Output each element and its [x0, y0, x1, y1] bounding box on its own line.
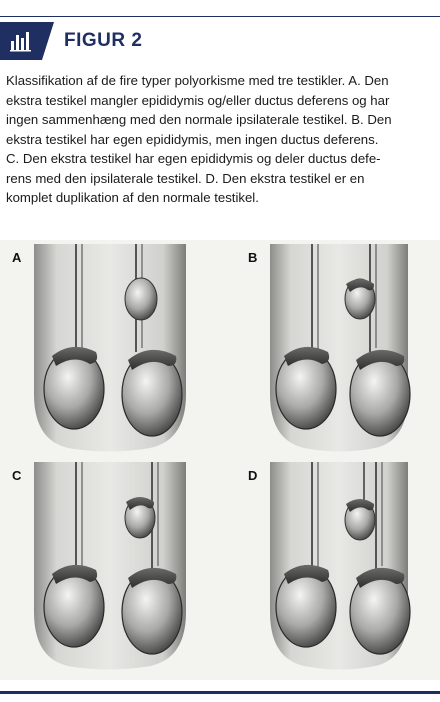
caption-line: rens med den ipsilaterale testikel. D. Den ekstra testikel er en [6, 170, 365, 186]
illustration-panels [0, 240, 440, 680]
panel-label: A [12, 250, 22, 265]
caption-line: komplet duplikation af den normale testikel. [6, 190, 259, 205]
caption-line: ingen sammenhæng med den normale ipsilaterale testikel. B. Den [6, 112, 392, 127]
polyorchidism-illustration-b [240, 244, 436, 462]
bar-chart-icon [9, 29, 33, 53]
panel-label: B [248, 250, 258, 265]
panel-label: D [248, 468, 258, 483]
polyorchidism-illustration-a [4, 244, 216, 462]
polyorchidism-illustration-c [4, 462, 216, 680]
panel-b [240, 244, 440, 462]
caption-line: ekstra testikel mangler epididymis og/eller ductus deferens og har [6, 92, 390, 108]
panel-d [240, 462, 440, 680]
top-rule [0, 16, 440, 17]
figure-header [0, 22, 440, 60]
caption-line: C. Den ekstra testikel har egen epididymis og deler ductus defe- [6, 151, 381, 166]
figure-icon-box [0, 22, 42, 60]
caption-line: ekstra testikel har egen epididymis, men ingen ductus deferens. [6, 131, 379, 147]
panel-label: C [12, 468, 22, 483]
figure-title: FIGUR 2 [64, 30, 143, 51]
bottom-rule [0, 691, 440, 694]
panel-c [4, 462, 216, 680]
polyorchidism-illustration-d [240, 462, 436, 680]
caption-line: Klassifikation af de fire typer polyorkisme med tre testikler. A. Den [6, 73, 389, 88]
figure-caption [6, 71, 436, 208]
panel-a [4, 244, 216, 462]
